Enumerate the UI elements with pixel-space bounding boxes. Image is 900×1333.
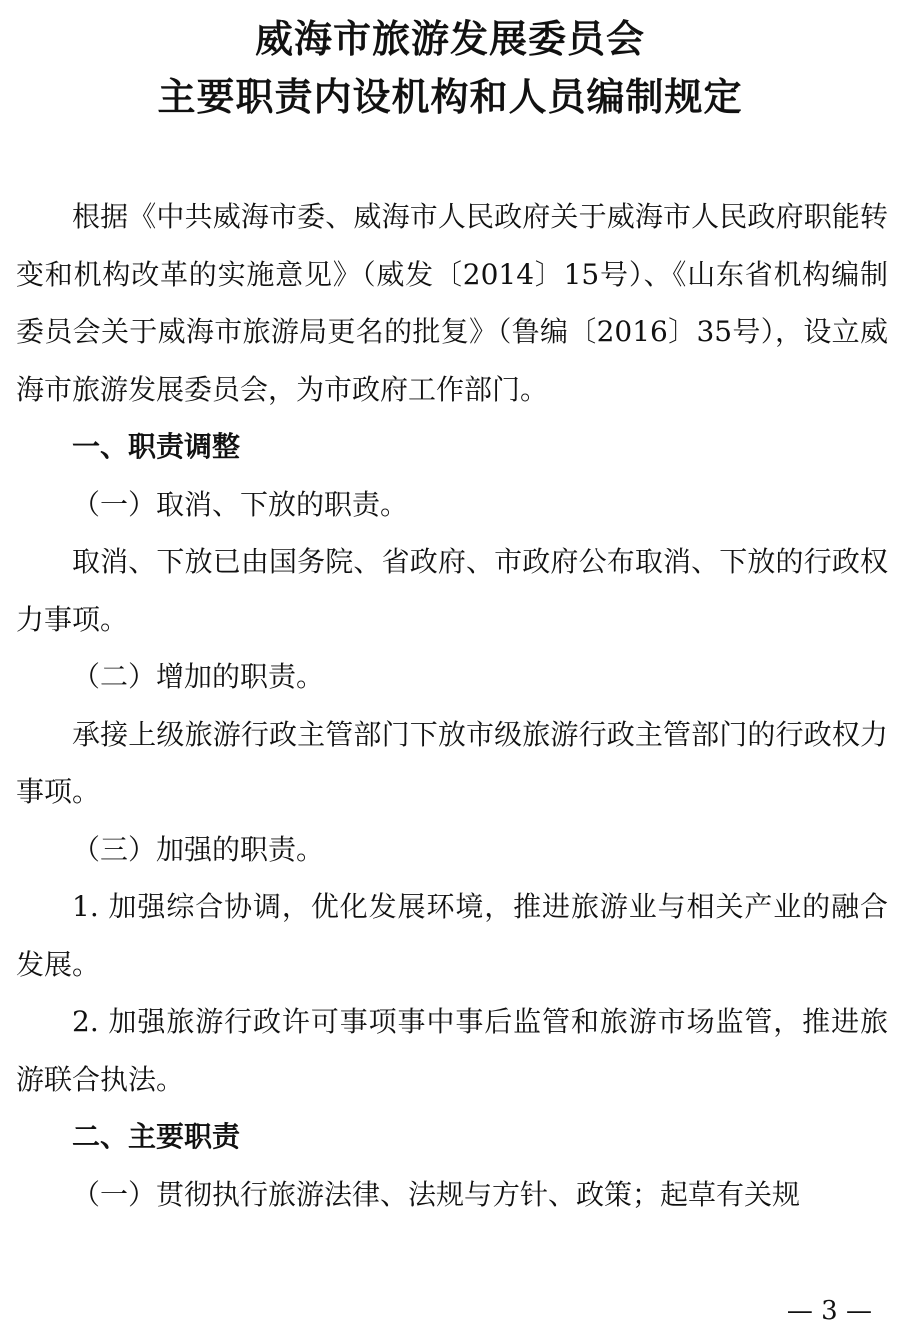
page-number: — 3 — [786, 1296, 872, 1326]
paragraph-strengthened-duty-1: 1. 加强综合协调，优化发展环境，推进旅游业与相关产业的融合发展。 [16, 890, 888, 981]
document-body [16, 188, 888, 1223]
section-heading-duty-adjustment: 一、职责调整 [72, 430, 241, 463]
paragraph-main-duty-1: （一）贯彻执行旅游法律、法规与方针、政策；起草有关规 [72, 1177, 801, 1211]
paragraph-added-duties: 承接上级旅游行政主管部门下放市级旅游行政主管部门的行政权力事项。 [16, 717, 888, 808]
document-title-line-1: 威海市旅游发展委员会 [254, 17, 645, 61]
subsection-strengthened-duties: （三）加强的职责。 [72, 832, 325, 866]
document-title-line-2: 主要职责内设机构和人员编制规定 [157, 75, 743, 119]
subsection-added-duties: （二）增加的职责。 [72, 660, 325, 693]
subsection-cancelled-duties: （一）取消、下放的职责。 [72, 487, 409, 521]
paragraph-cancelled-duties: 取消、下放已由国务院、省政府、市政府公布取消、下放的行政权力事项。 [16, 545, 888, 636]
section-heading-main-duties: 二、主要职责 [72, 1120, 241, 1153]
intro-paragraph: 根据《中共威海市委、威海市人民政府关于威海市人民政府职能转变和机构改革的实施意见》（威发〔2014〕15号）、《山东省机构编制委员会关于威海市旅游局更名的批复》（鲁编〔2016〕35号），设立威海市旅游发展委员会，为市政府工作部门。 [16, 200, 888, 406]
paragraph-strengthened-duty-2: 2. 加强旅游行政许可事项事中事后监管和旅游市场监管，推进旅游联合执法。 [16, 1005, 888, 1096]
